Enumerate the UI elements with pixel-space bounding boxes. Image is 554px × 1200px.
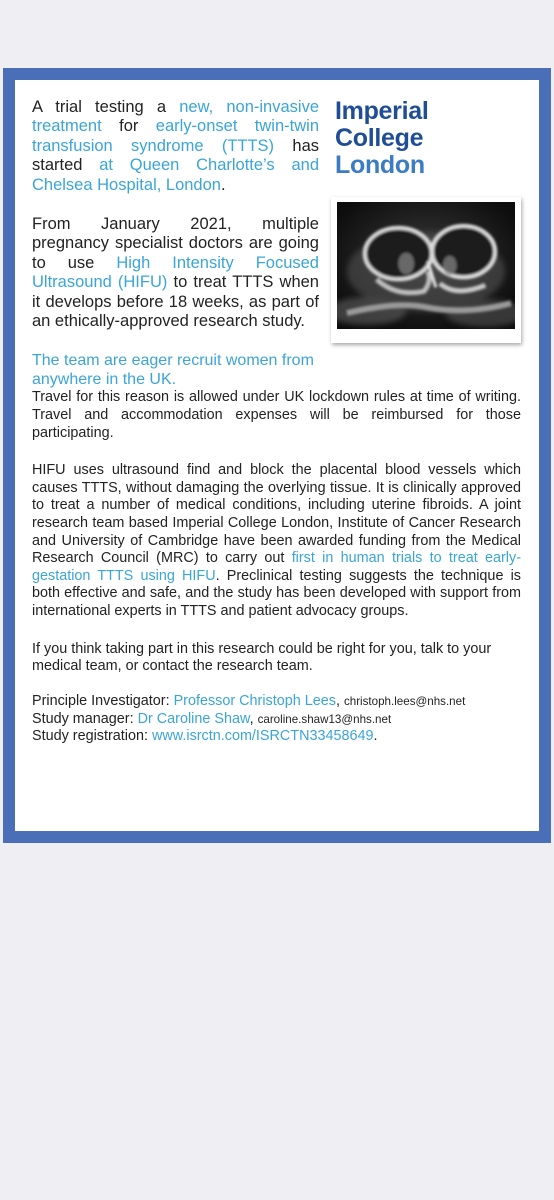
intro-text-3: has started <box>32 136 319 175</box>
intro-highlight-ttts: early-onset twin-twin transfusion syndrome (TTTS) <box>32 117 319 155</box>
pi-separator: , <box>335 693 344 710</box>
intro-highlight-treatment: new, non-invasive treatment <box>32 98 319 136</box>
hifu-highlight: High Intensity Focused Ultrasound (HIFU) <box>32 253 319 292</box>
hifu-details-paragraph <box>32 462 521 620</box>
details-text-2: . Preclinical testing suggests the technique is both effective and safe, and the study has been developed with support from international experts in TTTS and patient advocacy groups. <box>32 567 522 619</box>
logo-line-2: London <box>335 151 425 179</box>
hifu-text-1: From January 2021, multiple pregnancy specialist doctors are going to use <box>32 215 319 272</box>
intro-text-1: A trial testing a <box>32 98 180 116</box>
poster-card <box>15 80 539 831</box>
intro-text-2: for <box>101 117 156 136</box>
pi-email[interactable]: christoph.lees@nhs.net <box>343 695 466 709</box>
reg-label: Study registration: <box>32 728 152 745</box>
intro-text-4: . <box>220 175 226 194</box>
ultrasound-scan-graphic <box>337 202 515 329</box>
ultrasound-image <box>331 197 521 343</box>
poster-frame <box>3 68 551 843</box>
details-highlight-trials: first in human trials to treat early-gestation TTTS using HIFU <box>32 550 521 584</box>
registration-link[interactable]: www.isrctn.com/ISRCTN33458649 <box>151 728 374 745</box>
logo-line-1: Imperial College <box>335 97 429 152</box>
intro-highlight-hospital: at Queen Charlotte’s and Chelsea Hospital, London <box>32 156 319 194</box>
study-manager-line <box>32 711 521 728</box>
reg-end: . <box>373 728 378 745</box>
details-text-1: HIFU uses ultrasound find and block the placental blood vessels which causes TTTS, without damaging the overlying tissue. It is clinically approved to treat a number of medical conditions, including uterine fibroids. A joint research team based Imperial College London, Institute of Cancer Research and University of Cambridge have been awarded funding from the Medical Research Council (MRC) to carry out <box>32 462 521 567</box>
spacer <box>32 442 521 462</box>
sm-email[interactable]: caroline.shaw13@nhs.net <box>257 712 392 726</box>
pi-label: Principle Investigator: <box>32 693 174 710</box>
contact-team-paragraph: If you think taking part in this research could be right for you, talk to your medical team, or contact the research team. <box>32 640 492 674</box>
principal-investigator-line <box>32 693 521 710</box>
imperial-college-logo <box>331 98 521 179</box>
spacer <box>32 621 521 641</box>
sm-label: Study manager: <box>32 710 138 727</box>
recruit-paragraph <box>32 351 521 442</box>
spacer <box>32 675 521 693</box>
hifu-text-2: to treat TTTS when it develops before 18 weeks, as part of an ethically-approved research study. <box>32 273 319 331</box>
sm-name-link[interactable]: Dr Caroline Shaw <box>137 710 250 727</box>
study-registration-line <box>32 728 521 745</box>
pi-name-link[interactable]: Professor Christoph Lees <box>173 693 336 710</box>
recruit-lead: The team are eager recruit women from anywhere in the UK. <box>32 352 314 389</box>
contacts-block <box>32 693 521 745</box>
recruit-text: Travel for this reason is allowed under UK lockdown rules at time of writing. Travel and accommodation expenses will be reimbursed for those participating. <box>32 389 521 441</box>
sm-separator: , <box>249 710 258 727</box>
